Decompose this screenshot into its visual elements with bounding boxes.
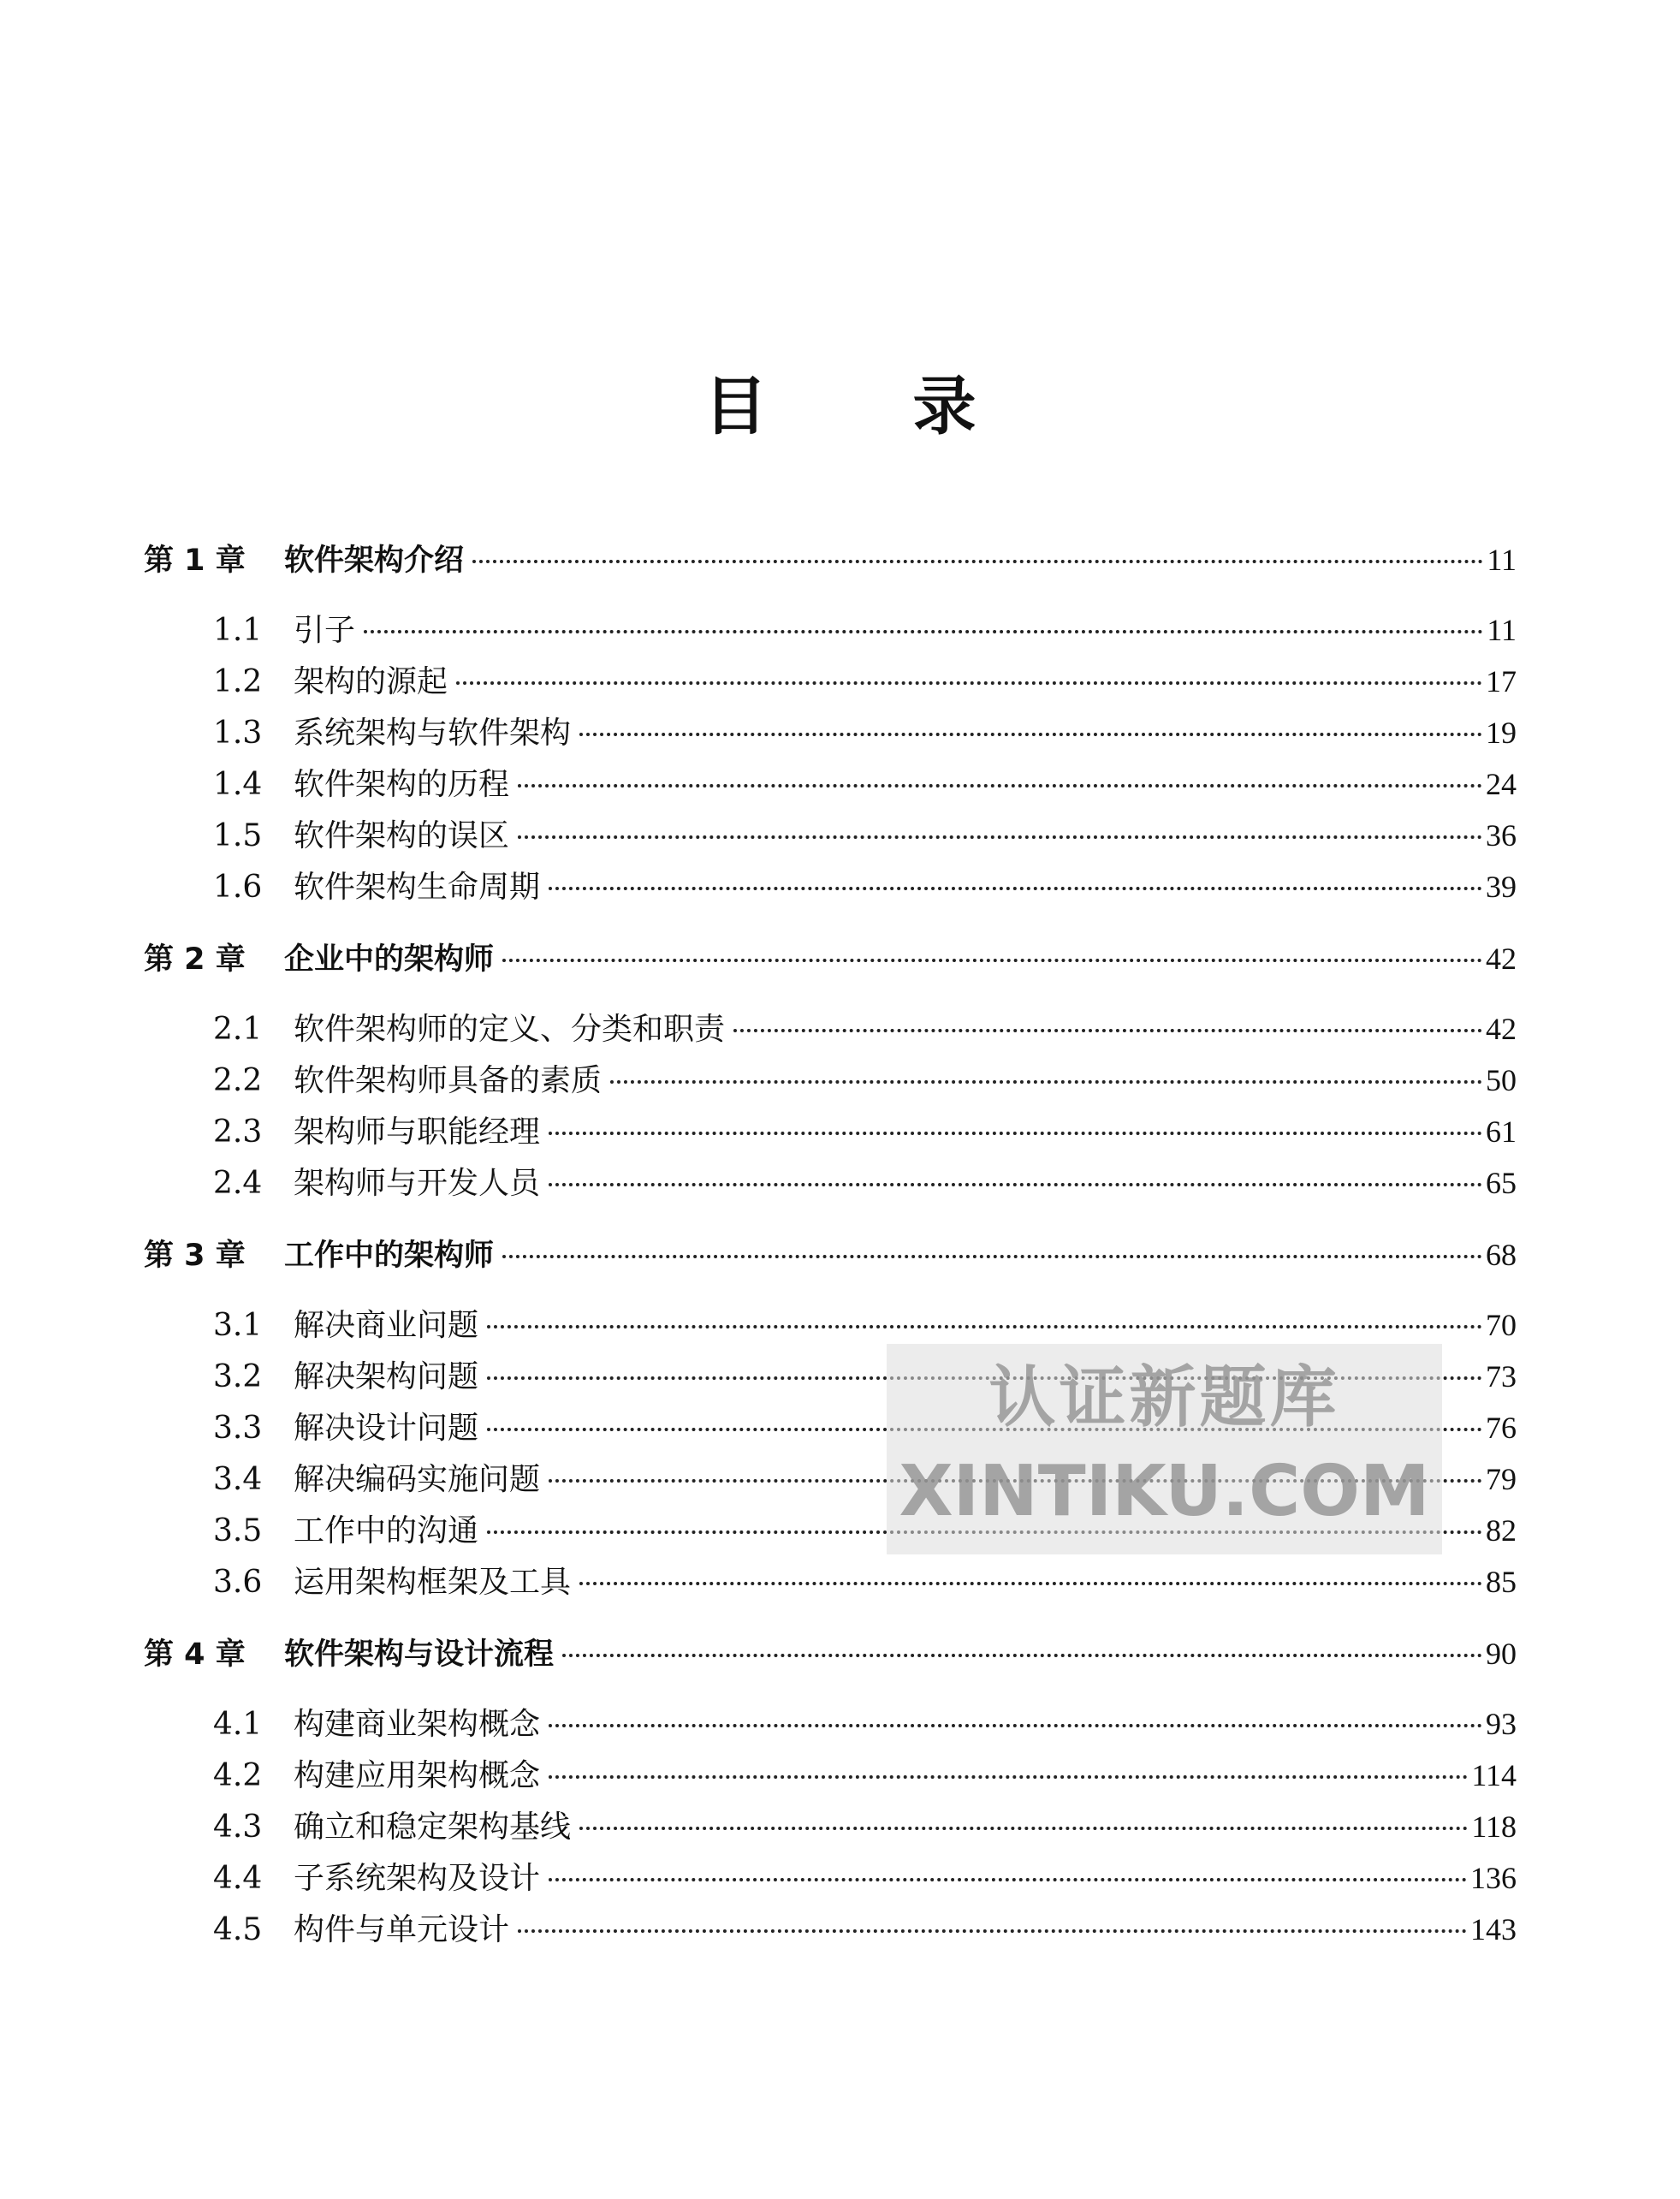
dot-leader	[518, 1929, 1467, 1933]
watermark	[887, 1344, 1442, 1554]
toc-section-entry[interactable]	[144, 1003, 1517, 1055]
section-title: 解决商业问题	[294, 1308, 479, 1343]
page-number: 93	[1486, 1707, 1517, 1741]
section-title: 构件与单元设计	[294, 1912, 510, 1947]
section-number: 4.1	[213, 1707, 263, 1742]
table-of-contents	[144, 534, 1517, 1955]
chapter-number: 第 4 章	[144, 1637, 246, 1672]
dot-leader	[549, 1183, 1482, 1186]
page-number: 24	[1486, 767, 1517, 801]
dot-leader	[733, 1029, 1482, 1032]
toc-section-entry[interactable]	[144, 810, 1517, 861]
section-number: 3.3	[213, 1411, 263, 1446]
toc-chapter-entry[interactable]	[144, 534, 1517, 585]
section-title: 工作中的沟通	[294, 1513, 479, 1548]
section-number: 1.2	[213, 664, 263, 699]
dot-leader	[579, 1582, 1482, 1585]
page-number: 118	[1471, 1810, 1517, 1844]
section-title: 解决编码实施问题	[294, 1462, 541, 1497]
section-title: 架构师与开发人员	[294, 1166, 541, 1201]
page-title	[0, 364, 1680, 449]
toc-section-entry[interactable]	[144, 1556, 1517, 1608]
section-number: 4.2	[213, 1758, 263, 1793]
chapter-title: 企业中的架构师	[284, 942, 495, 977]
dot-leader	[579, 733, 1482, 736]
toc-section-entry[interactable]	[144, 707, 1517, 758]
section-title: 软件架构的历程	[294, 767, 510, 802]
page-number: 73	[1486, 1359, 1517, 1394]
page-number: 50	[1486, 1063, 1517, 1097]
section-number: 3.2	[213, 1359, 263, 1394]
chapter-title: 软件架构介绍	[284, 544, 465, 578]
page-number: 65	[1486, 1166, 1517, 1200]
page-number: 76	[1486, 1411, 1517, 1445]
dot-leader	[549, 887, 1482, 890]
dot-leader	[364, 630, 1483, 633]
dot-leader	[562, 1654, 1482, 1657]
dot-leader	[472, 560, 1483, 563]
section-number: 1.1	[213, 613, 263, 648]
toc-section-entry[interactable]	[144, 1852, 1517, 1904]
section-title: 运用架构框架及工具	[294, 1565, 572, 1600]
section-title: 子系统架构及设计	[294, 1861, 541, 1896]
toc-section-entry[interactable]	[144, 1750, 1517, 1801]
page-number: 11	[1487, 613, 1517, 647]
dot-leader	[549, 1132, 1482, 1135]
section-title: 构建商业架构概念	[294, 1707, 541, 1742]
toc-section-entry[interactable]	[144, 1299, 1517, 1351]
page-number: 42	[1486, 1012, 1517, 1046]
section-number: 1.4	[213, 767, 263, 802]
section-title: 架构的源起	[294, 664, 448, 699]
toc-section-entry[interactable]	[144, 656, 1517, 707]
dot-leader	[502, 1255, 1482, 1258]
toc-chapter-entry[interactable]	[144, 1229, 1517, 1281]
chapter-title: 软件架构与设计流程	[284, 1637, 555, 1672]
toc-section-entry[interactable]	[144, 1698, 1517, 1750]
toc-chapter-entry[interactable]	[144, 1628, 1517, 1679]
dot-leader	[487, 1325, 1482, 1328]
toc-section-entry[interactable]	[144, 1801, 1517, 1852]
title-char-1: 目	[703, 370, 768, 443]
page-number: 70	[1486, 1308, 1517, 1342]
dot-leader	[610, 1080, 1482, 1084]
chapter-number: 第 3 章	[144, 1239, 246, 1273]
toc-chapter-entry[interactable]	[144, 933, 1517, 984]
page-number: 19	[1486, 716, 1517, 750]
dot-leader	[549, 1775, 1468, 1779]
page-number: 136	[1470, 1861, 1517, 1895]
chapter-title: 工作中的架构师	[284, 1239, 495, 1273]
section-number: 2.4	[213, 1166, 263, 1201]
section-number: 3.1	[213, 1308, 263, 1343]
section-number: 4.5	[213, 1912, 263, 1947]
watermark-line-1: 认证新题库	[988, 1359, 1340, 1436]
section-number: 1.3	[213, 716, 263, 751]
page-number: 90	[1486, 1637, 1517, 1671]
dot-leader	[549, 1724, 1482, 1727]
dot-leader	[518, 784, 1482, 787]
toc-section-entry[interactable]	[144, 1055, 1517, 1106]
section-title: 解决设计问题	[294, 1411, 479, 1446]
toc-section-entry[interactable]	[144, 1106, 1517, 1157]
section-title: 解决架构问题	[294, 1359, 479, 1394]
title-char-2: 录	[912, 370, 977, 443]
section-title: 系统架构与软件架构	[294, 716, 572, 751]
section-number: 3.6	[213, 1565, 263, 1600]
page-number: 82	[1486, 1513, 1517, 1548]
page-number: 143	[1470, 1912, 1517, 1946]
section-title: 构建应用架构概念	[294, 1758, 541, 1793]
section-title: 软件架构的误区	[294, 818, 510, 853]
page-number: 79	[1486, 1462, 1517, 1496]
watermark-line-2: XINTIKU.COM	[899, 1451, 1430, 1532]
section-number: 2.3	[213, 1114, 263, 1150]
section-title: 软件架构生命周期	[294, 870, 541, 905]
dot-leader	[549, 1878, 1467, 1881]
page-number: 11	[1487, 543, 1517, 577]
toc-section-entry[interactable]	[144, 604, 1517, 656]
section-title: 确立和稳定架构基线	[294, 1810, 572, 1845]
toc-section-entry[interactable]	[144, 758, 1517, 810]
section-title: 架构师与职能经理	[294, 1114, 541, 1150]
section-number: 3.4	[213, 1462, 263, 1497]
section-title: 软件架构师的定义、分类和职责	[294, 1012, 726, 1047]
section-number: 3.5	[213, 1513, 263, 1548]
page-number: 17	[1486, 664, 1517, 698]
dot-leader	[518, 835, 1482, 839]
page-number: 114	[1471, 1758, 1517, 1792]
section-number: 2.2	[213, 1063, 263, 1098]
section-number: 1.6	[213, 870, 263, 905]
section-title: 软件架构师具备的素质	[294, 1063, 603, 1098]
dot-leader	[502, 959, 1482, 962]
page-number: 42	[1486, 942, 1517, 976]
section-number: 2.1	[213, 1012, 263, 1047]
chapter-number: 第 2 章	[144, 942, 246, 977]
page-number: 68	[1486, 1238, 1517, 1272]
page-number: 85	[1486, 1565, 1517, 1599]
section-number: 1.5	[213, 818, 263, 853]
chapter-number: 第 1 章	[144, 544, 246, 578]
toc-section-entry[interactable]	[144, 861, 1517, 912]
section-number: 4.4	[213, 1861, 263, 1896]
page-number: 36	[1486, 818, 1517, 853]
section-title: 引子	[294, 613, 356, 648]
section-number: 4.3	[213, 1810, 263, 1845]
page-number: 61	[1486, 1114, 1517, 1149]
dot-leader	[579, 1827, 1468, 1830]
page-number: 39	[1486, 870, 1517, 904]
dot-leader	[456, 681, 1482, 685]
toc-section-entry[interactable]	[144, 1904, 1517, 1955]
toc-section-entry[interactable]	[144, 1157, 1517, 1209]
